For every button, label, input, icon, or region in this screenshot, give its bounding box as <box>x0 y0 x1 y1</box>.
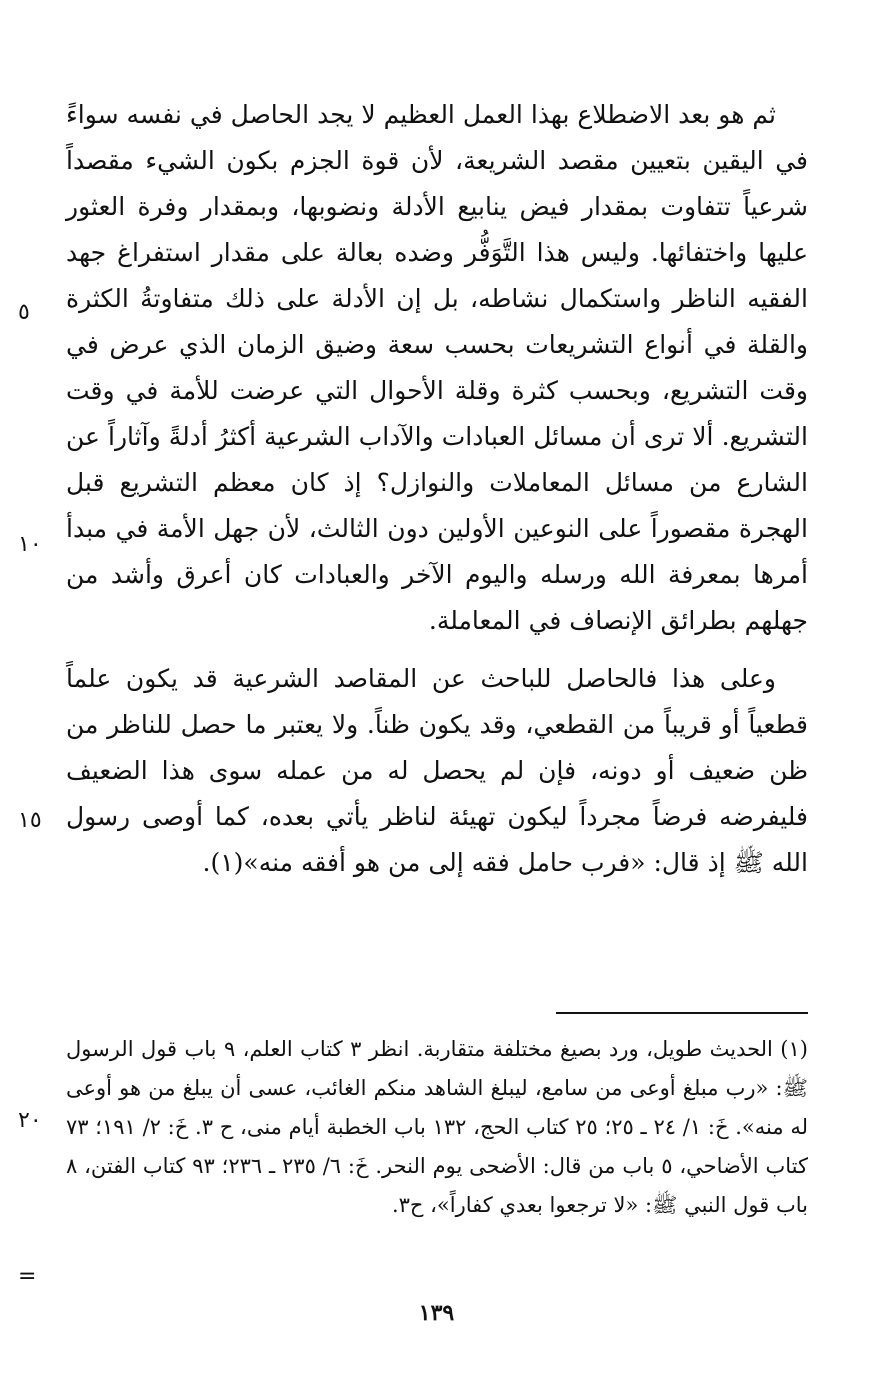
footnote-1: (١) الحديث طويل، ورد بصيغ مختلفة متقاربة. انظر ٣ كتاب العلم، ٩ باب قول الرسول ﷺ: «رب مبلغ أوعى من سامع، ليبلغ الشاهد منكم الغائب، عسى أن يبلغ من هو أوعى له منه». خَ: ١/ ٢٤ ـ ٢٥؛ ٢٥ كتاب الحج، ١٣٢ باب الخطبة أيام منى، ح ٣. خَ: ٢/ ١٩١؛ ٧٣ كتاب الأضاحي، ٥ باب من قال: الأضحى يوم النحر. خَ: ٦/ ٢٣٥ ـ ٢٣٦؛ ٩٣ كتاب الفتن، ٨ باب قول النبي ﷺ: «لا ترجعوا بعدي كفاراً»، ح٣. <box>66 1037 808 1217</box>
paragraph-1: ثم هو بعد الاضطلاع بهذا العمل العظيم لا يجد الحاصل في نفسه سواءً في اليقين بتعيين مقصد الشريعة، لأن قوة الجزم بكون الشيء مقصداً شرعياً تتفاوت بمقدار فيض ينابيع الأدلة ونضوبها، وبمقدار وفرة العثور عليها واختفائها. وليس هذا التَّوَفُّر وضده بعالة على مقدار استفراغ جهد الفقيه الناظر واستكمال نشاطه، بل إن الأدلة على ذلك متفاوتةُ الكثرة والقلة في أنواع التشريعات بحسب سعة وضيق الزمان الذي عرض في وقت التشريع، وبحسب كثرة وقلة الأحوال التي عرضت للأمة في وقت التشريع. ألا ترى أن مسائل العبادات والآداب الشرعية أكثرُ أدلةً وآثاراً عن الشارع من مسائل المعاملات والنوازل؟ إذ كان معظم التشريع قبل الهجرة مقصوراً على النوعين الأولين دون الثالث، لأن جهل الأمة في مبدأ أمرها بمعرفة الله ورسله واليوم الآخر والعبادات كان أعرق وأشد من جهلهم بطرائق الإنصاف في المعاملة. <box>66 100 808 635</box>
line-number-20: ٢٠ <box>18 1108 42 1133</box>
footnotes <box>66 1030 808 1225</box>
line-number-15: ١٥ <box>18 808 42 833</box>
continuation-mark: = <box>18 1264 37 1289</box>
paragraph-2: وعلى هذا فالحاصل للباحث عن المقاصد الشرعية قد يكون علماً قطعياً أو قريباً من القطعي، وقد يكون ظناً. ولا يعتبر ما حصل للناظر من ظن ضعيف أو دونه، فإن لم يحصل له من عمله سوى هذا الضعيف فليفرضه فرضاً مجرداً ليكون تهيئة لناظر يأتي بعده، كما أوصى رسول الله ﷺ إذ قال: «فرب حامل فقه إلى من هو أفقه منه»(١). <box>66 664 808 877</box>
line-number-5: ٥ <box>18 300 30 325</box>
line-number-10: ١٠ <box>18 532 42 557</box>
footnote-separator <box>556 1012 808 1014</box>
page-number: ١٣٩ <box>418 1300 455 1326</box>
main-text <box>66 92 808 886</box>
